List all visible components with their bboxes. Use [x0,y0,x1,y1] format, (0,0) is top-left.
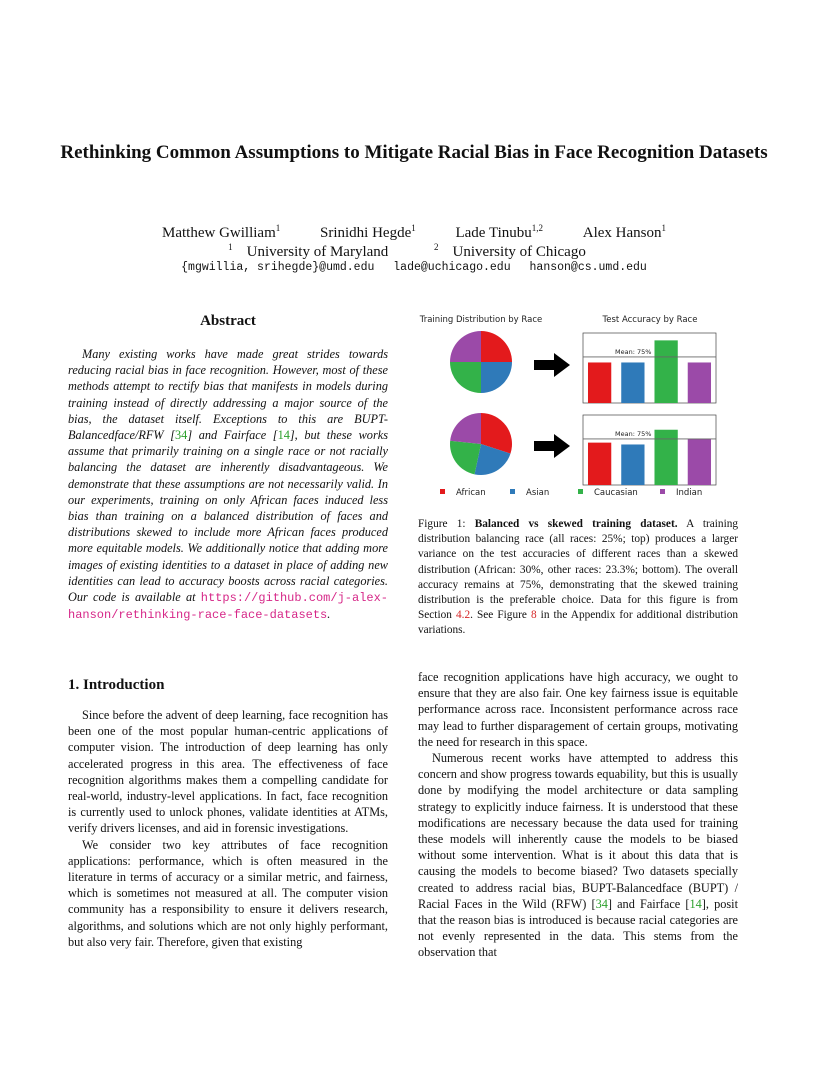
figure-label-right: Test Accuracy by Race [602,315,698,325]
affiliations [0,237,828,262]
pie-slice [450,331,481,362]
pie-slice [450,362,481,393]
author-emails [0,261,828,274]
author: Lade Tinubu$^{1,2}$ [455,223,543,241]
legend-swatch [660,489,665,494]
bar [688,362,711,403]
citation-link[interactable]: 34 [595,896,608,911]
pie-slice [481,362,512,393]
section-heading: 1. Introduction [68,677,165,693]
paragraph: We consider two key attributes of face recognition applications: performance, which is often measured in the literature in terms of accuracy or a similar metric, and fairness, which is sometimes not measured at all. The computer vision community has a responsibility to ensure it delivers research, algorithms, and solutions which are not only highly performant, but also very fair. Therefore, given that existing [68,837,388,949]
abstract-heading: Abstract [200,313,256,329]
caption-title: Balanced vs skewed training dataset. [474,518,678,530]
bar [588,362,611,403]
arrow-icon [534,434,570,458]
email[interactable]: lade@uchicago.edu [393,261,511,274]
bar [654,430,677,485]
pie-slice [481,331,512,362]
figure-label-left: Training Distribution by Race [419,315,543,325]
paper-title: Rethinking Common Assumptions to Mitigate Racial Bias in Face Recognition Datasets [60,142,768,163]
figure-caption: Figure 1: Balanced vs skewed training dataset. A training distribution balancing race (all races: 25%; top) produces a larger variance on the test accuracies of different races than a skewed distribution (African: 30%, other races: 23.3%; bottom). The overall accuracy remains at 75%, demonstrating that the skewed training distribution is the preferable choice. Data for this figure is from Section 4.2. See Figure 8 in the Appendix for additional distribution variations. [418,518,739,637]
intro-right-column [418,669,738,961]
pie-slice [450,413,481,444]
paragraph: Numerous recent works have attempted to address this concern and show progress towards equability, but this is usually done by modifying the model architecture or data sampling strategy to explicitly induce fairness. It is understood that these modifications are necessary because the data used for training these models will inherently cause the models to be biased without some intervention. What is it about this data that is causing the models to become biased? Two datasets specially created to address racial bias, BUPT-Balancedface (BUPT) / Racial Faces in the Wild (RFW) [34] and Fairface [14], posit that the reason bias is introduced is because racial categories are not evenly represented in the data. This stems from the observation that [418,751,738,960]
arrow-icon [534,353,570,377]
figure-ref-link[interactable]: 8 [530,609,537,622]
legend-label: African [456,488,486,498]
affiliation: $^2$ University of Chicago [434,242,586,260]
figure-1 [418,310,738,505]
abstract-text: Many existing works have made great strides towards reducing racial bias in face recognition. However, most of these methods attempt to rectify bias that manifests in models during training instead of directly addressing a major source of the bias, the dataset itself. Exceptions to this are BUPT-Balancedface/RFW [34] and Fairface [14], but these works assume that primarily training on a single race or not racially balancing the dataset are inherently disadvantageous. We demonstrate that these assumptions are not necessarily valid. In our experiments, training on only African faces induced less bias than training on a balanced distribution of faces and distributions skewed to include more African faces produced more equitable models. We additionally notice that adding more images of existing identities to a dataset in place of adding new identities can lead to accuracy boosts across racial categories. Our code is available at https://github.com/j-alex-hanson/rethinking-race-face-datasets. [68,347,388,623]
citation-link[interactable]: 14 [277,428,290,443]
legend-label: Asian [526,488,550,498]
mean-label: Mean: 75% [615,347,652,356]
affiliation: $^1$ University of Maryland [228,242,389,260]
bar [621,444,644,485]
legend-swatch [578,489,583,494]
paragraph: Since before the advent of deep learning, face recognition has been one of the most popular human-centric applications of computer vision. The introduction of deep learning has only accelerated progress in this area. The effectiveness of face recognition algorithms makes them a compelling candidate for real-world, industry-level applications. In fact, face recognition is currently used to unlock phones, validate identities at ATMs, verify drivers licenses, and aid in forensic investigations. [68,708,388,836]
bar [621,362,644,403]
legend-swatch [510,489,515,494]
email[interactable]: hanson@cs.umd.edu [529,261,647,274]
paragraph: face recognition applications have high accuracy, we ought to ensure that they are also fair. One key fairness issue is equitable performance across race. Inconsistent performance across race may lead to further disparagement of certain groups, motivating the need for research in this space. [418,670,738,749]
mean-label: Mean: 75% [615,429,652,438]
legend-label: Caucasian [594,488,638,498]
citation-link[interactable]: 34 [175,428,188,443]
figure-graphic [418,310,738,505]
section-ref-link[interactable]: 4.2 [455,609,471,622]
code-link[interactable]: https://github.com/j-alex-hanson/rethinking-race-face-datasets [68,591,388,623]
legend-swatch [440,489,445,494]
bar [654,340,677,403]
legend-label: Indian [676,488,703,498]
intro-left-column [68,707,388,950]
bar [688,439,711,485]
author: Srinidhi Hegde$^1$ [319,223,416,241]
author: Alex Hanson$^1$ [582,223,666,241]
bar [588,443,611,485]
citation-link[interactable]: 14 [689,896,702,911]
email[interactable]: {mgwillia, srihegde}@umd.edu [181,261,375,274]
author: Matthew Gwilliam$^1$ [162,223,281,241]
